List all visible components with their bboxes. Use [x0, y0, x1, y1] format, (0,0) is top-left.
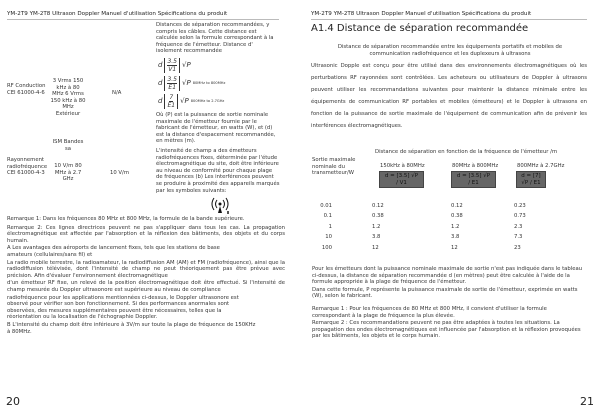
formula	[158, 58, 280, 73]
distance-cell: 23	[514, 245, 521, 251]
ism-label: ISM Bandes sa	[52, 139, 84, 152]
distance-cell: 0.38	[372, 213, 384, 219]
intro-text: Ultrasonic Dopple est conçu pour être utilisé dans des environnements électromagnétiques où les perturbations RF rayonnées sont contrôlées. Les acheteurs ou utilisateurs de Doppler à ultrasons peuvent utiliser les recommandations suivantes pour maintenir la distance minimale entre les équipements de communication RF portables et mobiles (émetteurs) et le Doppler à ultrasons en fonction de la puissance de sortie maximale de l'équipement de communication afin de prévenir les interférences électromagnétiques.	[311, 63, 587, 129]
distance-cell: 3.8	[372, 234, 381, 240]
distance-cell: 3.8	[451, 234, 460, 240]
formula-d: d	[158, 79, 163, 88]
column-header: 800MHz à 2.7GHz	[517, 163, 565, 169]
numerator: 7	[169, 93, 174, 101]
group-header: Distance de séparation en fonction de la fréquence de l'émetteur /m	[375, 149, 558, 155]
column-header: 150kHz à 80MHz	[380, 163, 425, 169]
paragraph: Dans cette formule, P représente la puissance maximale de sortie de l'émetteur, exprimée en watts (W), selon le fabricant.	[312, 286, 578, 300]
page-header: YM-2T9 YM-2T8 Ultrason Doppler Manuel d'utilisation Spécifications du produit	[7, 11, 279, 20]
distance-cell: 0.73	[514, 213, 526, 219]
paragraph: d'un émetteur RF fixe, un relevé de la position électromagnétique doit être effectué. Si l'intensité de champ mesurée du Doppler ultrasonore est supérieure au niveau de compliance	[7, 280, 285, 294]
formula-list	[158, 58, 280, 109]
page-number: 21	[580, 395, 594, 408]
distance-cell: 7.3	[514, 234, 523, 240]
remark-2: Remarque 2: Ces lignes directrices peuvent ne pas s'appliquer dans tous les cas. La propagation électromagnétique est affectée par l'absorption et la réflexion des bâtiments, des objets et du corps humain.	[7, 224, 285, 244]
requirements-column	[156, 22, 280, 215]
remark-2: Remarque 2 : Ces recommandations peuvent ne pas être adaptées à toutes les situations. La propagation des ondes électromagnétiques est influencée par l'absorption et la réflexion provoquées par les bâtiments, les objets et le corps humain.	[312, 320, 581, 340]
power-cell: 10	[325, 234, 332, 240]
remark-1: Remarque 1 : Pour les fréquences de 80 MHz et 800 MHz, il convient d'utiliser la formule correspondant à la plage de fréquence la plus élevée.	[312, 305, 547, 319]
column-header: 80MHz à 800MHz	[452, 163, 499, 169]
power-cell: 0.1	[323, 213, 332, 219]
remark-1: Remarque 1: Dans les fréquences 80 MHz et 800 MHz, la formule de la bande supérieure.	[7, 216, 245, 223]
sqrt-p: √P	[180, 97, 189, 106]
formula-box: d = [3.5] √P / V1	[379, 171, 424, 188]
fraction	[164, 58, 180, 73]
distance-cell: 12	[372, 245, 379, 251]
distance-cell: 2.3	[514, 224, 523, 230]
paragraph: La radio mobile terrestre, la radioamateur, la radiodiffusion AM (AM) et FM (radiofréquence), ainsi que la radiodiffusion télévisée, dont l'intensité de champ ne peut théoriquement pas être prévue avec précision. Afin d'évaluer l'environnement électromagnétique	[7, 259, 285, 279]
distance-cell: 0.23	[514, 203, 526, 209]
numerator: 3.5	[167, 75, 177, 83]
power-cell: 100	[321, 245, 332, 251]
denominator: E1	[168, 83, 177, 91]
page-header: YM-2T9 YM-2T8 Ultrason Doppler Manuel d'utilisation Spécifications du produit	[311, 11, 587, 20]
range: 800MHz to 2.7GHz	[190, 99, 225, 104]
paragraph: radiofréquence pour les applications mentionnées ci-dessus, le Doppler ultrasonore est observé pour vérifier son bon fonctionnement. Si des performances anormales sont observées, des mesures supplémentaires peuvent être nécessaires, telles que la réorientation ou la localisation de l'échographie Doppler.	[7, 294, 239, 321]
sqrt-p: √P	[182, 79, 191, 88]
where-text: Où (P) est la puissance de sortie nominale maximale de l'émetteur fournie par le fabricant de l'émetteur, en watts (W), et (d) est la distance d'espacement recommandée, en mètres (m).	[156, 111, 276, 145]
denominator: V1	[168, 65, 177, 73]
right-flow	[312, 266, 586, 341]
power-cell: 1	[328, 224, 332, 230]
power-cell: 0.01	[320, 203, 332, 209]
distance-cell: 0.38	[451, 213, 463, 219]
test-name: RF Conduction CEI 61000-4-6	[7, 83, 46, 96]
distance-cell: 0.12	[372, 203, 384, 209]
formula-d: d	[158, 97, 163, 106]
distance-cell: 1.2	[451, 224, 460, 230]
formula-box: d = [3.5] √P / E1	[451, 171, 496, 188]
section-subtitle: Distance de séparation recommandée entre les équipements portatifs et mobiles de communication radiofréquence et les duplexeurs à ultrasons	[337, 44, 563, 57]
formula	[158, 94, 280, 109]
test-level: 10 V/m 80 MHz à 2.7 GHz	[54, 163, 82, 183]
compliance-level: N/A	[112, 90, 122, 96]
formula-box: d = [7] √P / E1	[516, 171, 546, 188]
section-title: A1.4 Distance de séparation recommandée	[311, 23, 529, 34]
formula-d: d	[158, 61, 163, 70]
fraction	[164, 94, 178, 109]
distance-cell: 12	[451, 245, 458, 251]
intro-text: Distances de séparation recommandées, y compris les câbles. Cette distance est calculée selon la formule correspondant à la fréquence de l'émetteur. Distance d' isolement recommandée	[156, 22, 274, 55]
fraction	[164, 76, 180, 91]
paragraph: A Les avantages des aéroports de lancement fixes, tels que les stations de base amateurs (cellulaires/sans fil) et	[7, 245, 220, 259]
test-level: 3 Vrms 150 kHz à 80 MHz 6 Vrms 150 kHz à 80 MHz Extérieur	[50, 78, 86, 117]
field-text: L'intensité de champ a des émetteurs radiofréquences fixes, déterminée par l'étude électromagnétique du site, doit être inférieure au niveau de conformité pour chaque plage de fréquences (b) Les interférences peuvent se produire à proximité des appareils marqués par les symboles suivants:	[156, 147, 280, 194]
range: 80MHz to 800MHz	[192, 81, 226, 86]
formula	[158, 76, 280, 91]
denominator: E1	[167, 101, 176, 109]
distance-cell: 0.12	[451, 203, 463, 209]
left-flow	[7, 22, 285, 336]
non-ionizing-radiation-icon	[210, 195, 230, 215]
paragraph: B L'intensité du champ doit être inférieure à 3V/m sur toute la plage de fréquence de 150KHz à 80MHz.	[7, 322, 256, 335]
compliance-level: 10 V/m	[110, 170, 129, 176]
numerator: 3.5	[167, 57, 177, 65]
distance-cell: 1.2	[372, 224, 381, 230]
page-number: 20	[6, 395, 20, 408]
row-header: Sortie maximale nominale du transmetteur/W	[312, 157, 356, 177]
paragraph: Pour les émetteurs dont la puissance nominale maximale de sortie n'est pas indiquée dans le tableau ci-dessus, la distance de séparation recommandée d (en mètres) peut être calculée à l'aide de la formule appropriée à la plage de fréquence de l'émetteur.	[312, 266, 583, 286]
test-name: Rayonnement radiofréquence CEI 61000-4-3	[7, 157, 48, 177]
sqrt-p: √P	[182, 61, 191, 70]
